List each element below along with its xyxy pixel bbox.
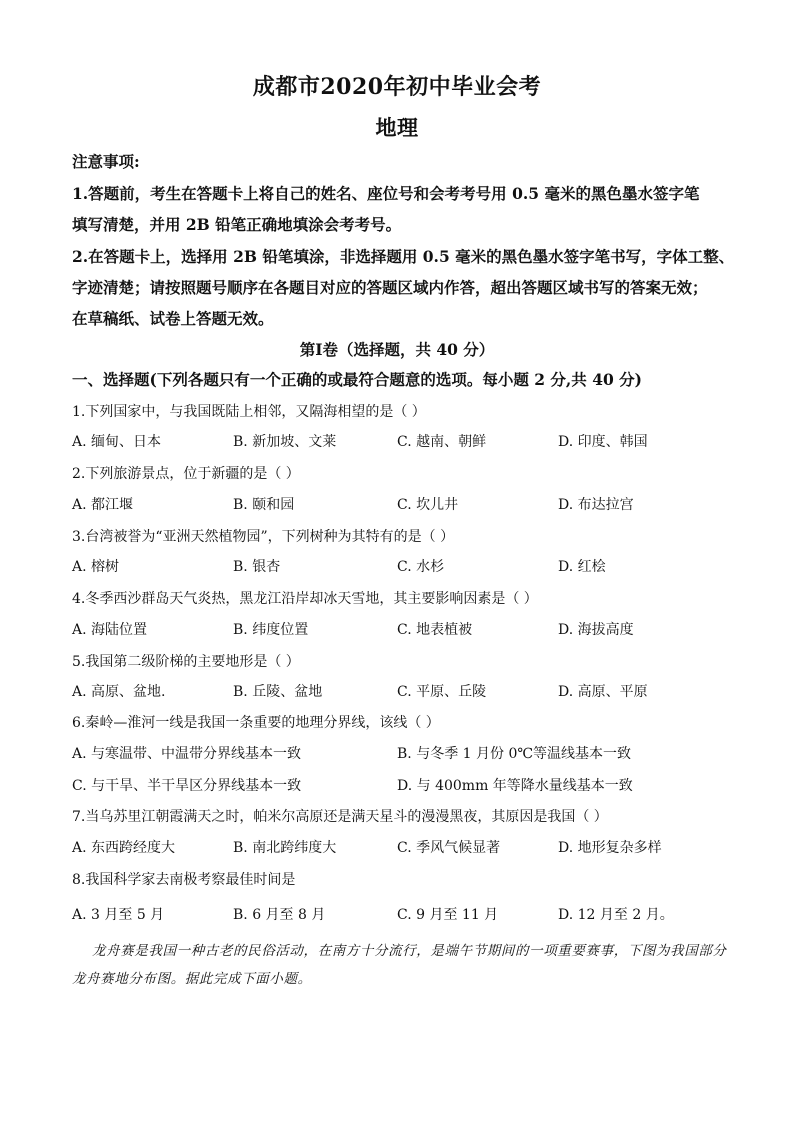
option-a: A. 都江堰 xyxy=(72,497,134,513)
question-7: 7.当乌苏里江朝霞满天之时，帕米尔高原还是满天星斗的漫漫黑夜，其原因是我国（ ） xyxy=(72,809,608,825)
exam-subject: 地理 xyxy=(375,115,419,140)
option-a: A. 榕树 xyxy=(72,559,120,575)
option-a: A. 海陆位置 xyxy=(72,622,148,638)
question-2: 2.下列旅游景点，位于新疆的是（ ） xyxy=(72,466,300,482)
option-b: B. 纬度位置 xyxy=(233,622,309,638)
option-b: B. 新加坡、文莱 xyxy=(233,434,337,450)
option-d: D. 海拔高度 xyxy=(558,622,634,638)
notice-item2-line2: 字迹清楚；请按照题号顺序在各题目对应的答题区域内作答，超出答题区域书写的答案无效； xyxy=(72,278,708,297)
option-c: C. 坎儿井 xyxy=(397,497,459,513)
option-d: D. 地形复杂多样 xyxy=(558,840,662,856)
option-c: C. 季风气候显著 xyxy=(397,840,501,856)
question-5: 5.我国第二级阶梯的主要地形是（ ） xyxy=(72,654,300,670)
option-d: D. 印度、韩国 xyxy=(558,434,648,450)
option-a: A. 与寒温带、中温带分界线基本一致 xyxy=(72,746,302,762)
question-3-options xyxy=(72,556,732,576)
option-a: A. 东西跨经度大 xyxy=(72,840,176,856)
option-a: A. 高原、盆地. xyxy=(72,684,166,700)
option-d: D. 布达拉宫 xyxy=(558,497,634,513)
option-d: D. 与 400mm 年等降水量线基本一致 xyxy=(397,778,633,794)
dragon-boat-intro: 龙舟赛是我国一种古老的民俗活动，在南方十分流行，是端午节期间的一项重要赛事，下图为我国部分龙舟赛地分布图。据此完成下面小题。 xyxy=(72,943,727,987)
question-4-options xyxy=(72,619,732,639)
notice-item1-line2: 填写清楚，并用 2B 铅笔正确地填涂会考考号。 xyxy=(72,215,402,234)
question-7-options xyxy=(72,837,732,857)
option-b: B. 银杏 xyxy=(233,559,281,575)
option-c: C. 越南、朝鲜 xyxy=(397,434,487,450)
question-6-options-row2 xyxy=(72,775,732,795)
option-c: C. 平原、丘陵 xyxy=(397,684,487,700)
option-a: A. 3 月至 5 月 xyxy=(72,907,165,923)
option-b: B. 与冬季 1 月份 0℃等温线基本一致 xyxy=(397,746,632,762)
option-c: C. 水杉 xyxy=(397,559,445,575)
notice-item1-line1: 1.答题前，考生在答题卡上将自己的姓名、座位号和会考考号用 0.5 毫米的黑色墨水签字笔 xyxy=(72,184,700,203)
question-4: 4.冬季西沙群岛天气炎热，黑龙江沿岸却冰天雪地，其主要影响因素是（ ） xyxy=(72,591,538,607)
option-d: D. 12 月至 2 月。 xyxy=(558,907,674,923)
question-5-options xyxy=(72,681,732,701)
part-heading: 一、选择题(下列各题只有一个正确的或最符合题意的选项。每小题 2 分,共 40 分) xyxy=(72,370,643,389)
question-2-options xyxy=(72,494,732,514)
volume-heading: 第Ⅰ卷（选择题，共 40 分） xyxy=(299,340,495,359)
option-c: C. 地表植被 xyxy=(397,622,473,638)
option-c: C. 9 月至 11 月 xyxy=(397,907,499,923)
exam-title: 成都市2020年初中毕业会考 xyxy=(252,74,542,100)
option-b: B. 南北跨纬度大 xyxy=(233,840,337,856)
question-1: 1.下列国家中，与我国既陆上相邻，又隔海相望的是（ ） xyxy=(72,404,426,420)
option-b: B. 6 月至 8 月 xyxy=(233,907,326,923)
option-b: B. 颐和园 xyxy=(233,497,295,513)
question-1-options xyxy=(72,431,732,451)
option-d: D. 红桧 xyxy=(558,559,606,575)
question-6: 6.秦岭—淮河一线是我国一条重要的地理分界线，该线（ ） xyxy=(72,715,440,731)
notice-item2-line1: 2.在答题卡上，选择用 2B 铅笔填涂，非选择题用 0.5 毫米的黑色墨水签字笔书写，字体工整、 xyxy=(72,247,735,266)
notice-item2-line3: 在草稿纸、试卷上答题无效。 xyxy=(72,309,274,328)
option-d: D. 高原、平原 xyxy=(558,684,648,700)
question-8-options xyxy=(72,904,732,924)
option-a: A. 缅甸、日本 xyxy=(72,434,162,450)
option-b: B. 丘陵、盆地 xyxy=(233,684,323,700)
question-6-options-row1 xyxy=(72,743,732,763)
option-c: C. 与干旱、半干旱区分界线基本一致 xyxy=(72,778,302,794)
question-3: 3.台湾被誉为“亚洲天然植物园”，下列树种为其特有的是（ ） xyxy=(72,529,455,545)
notice-heading: 注意事项: xyxy=(72,152,140,171)
question-8: 8.我国科学家去南极考察最佳时间是 xyxy=(72,872,296,888)
